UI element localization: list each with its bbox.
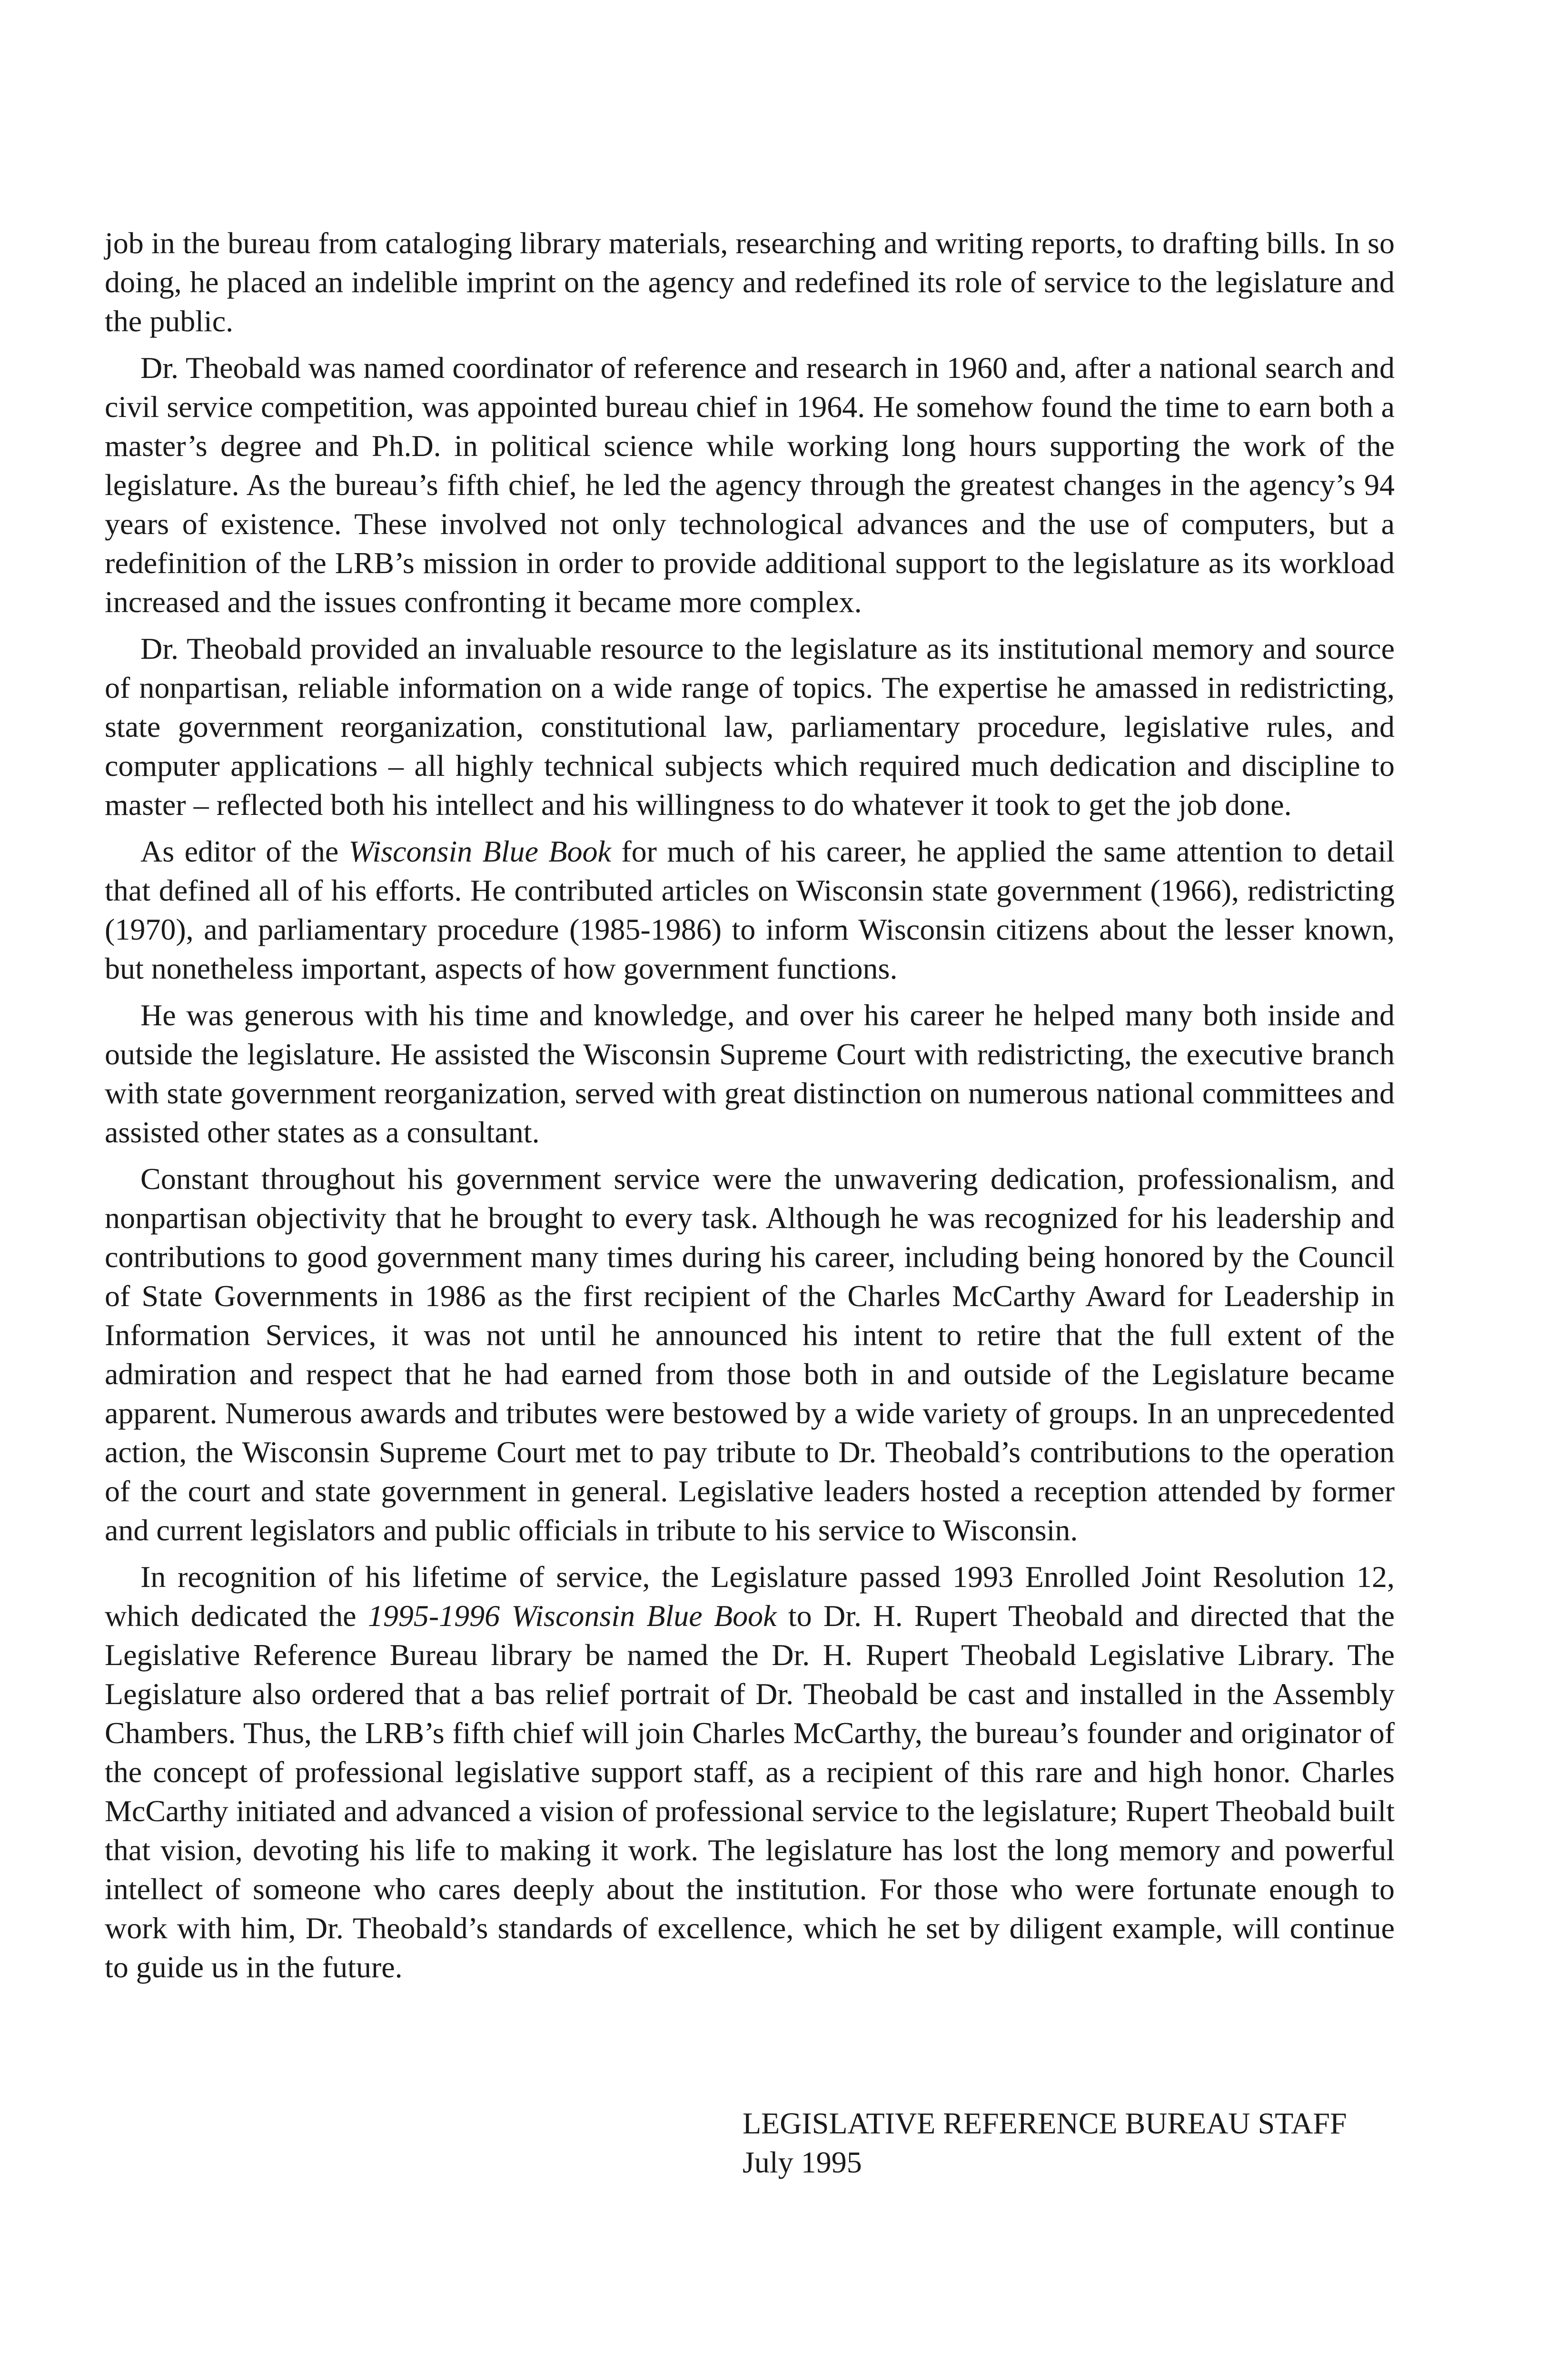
paragraph-text: In recognition of his lifetime of service, the Legislature passed 1993 Enrolled Joint Resolution 12, which dedicated the — [105, 1560, 1395, 1633]
signature-organization: LEGISLATIVE REFERENCE BUREAU STAFF — [743, 2106, 1347, 2140]
paragraph-2 — [105, 348, 1395, 622]
paragraph-1 — [105, 224, 1395, 341]
paragraph-text: He was generous with his time and knowledge, and over his career he helped many both inside and outside the legislature. He assisted the Wisconsin Supreme Court with redistricting, the executive branch with state government reorganization, served with great distinction on numerous national committees and assisted other states as a consultant. — [105, 998, 1395, 1149]
book-title: 1995-1996 Wisconsin Blue Book — [367, 1599, 777, 1633]
paragraph-text: for much of his career, he applied the same attention to detail that defined all of his efforts. He contributed articles on Wisconsin state government (1966), redistricting (1970), and parliamentary procedure (1985-1986) to inform Wisconsin citizens about the lesser known, but nonetheless important, aspects of how government functions. — [105, 834, 1395, 985]
paragraph-3 — [105, 629, 1395, 824]
paragraph-text: to Dr. H. Rupert Theobald and directed that the Legislative Reference Bureau library be named the Dr. H. Rupert Theobald Legislative Library. The Legislature also ordered that a bas relief portrait of Dr. Theobald be cast and installed in the Assembly Chambers. Thus, the LRB’s fifth chief will join Charles McCarthy, the bureau’s founder and originator of the concept of professional legislative support staff, as a recipient of this rare and high honor. Charles McCarthy initiated and advanced a vision of professional service to the legislature; Rupert Theobald built that vision, devoting his life to making it work. The legislature has lost the long memory and powerful intellect of someone who cares deeply about the institution. For those who were fortunate enough to work with him, Dr. Theobald’s standards of excellence, which he set by diligent example, will continue to guide us in the future. — [105, 1599, 1395, 1984]
paragraph-text: job in the bureau from cataloging library materials, researching and writing reports, to drafting bills. In so doing, he placed an indelible imprint on the agency and redefined its role of service to the legislature and the public. — [105, 226, 1395, 338]
signature-date: July 1995 — [743, 2145, 862, 2179]
paragraph-text: Dr. Theobald was named coordinator of reference and research in 1960 and, after a national search and civil service competition, was appointed bureau chief in 1964. He somehow found the time to earn both a master’s degree and Ph.D. in political science while working long hours supporting the work of the legislature. As the bureau’s fifth chief, he led the agency through the greatest changes in the agency’s 94 years of existence. These involved not only technological advances and the use of computers, but a redefinition of the LRB’s mission in order to provide additional support to the legislature as its workload increased and the issues confronting it became more complex. — [105, 351, 1395, 619]
paragraph-4 — [105, 832, 1395, 988]
paragraph-text: As editor of the — [140, 834, 349, 868]
paragraph-5 — [105, 996, 1395, 1152]
book-title: Wisconsin Blue Book — [348, 834, 611, 868]
memorial-text — [105, 224, 1395, 1994]
paragraph-6 — [105, 1160, 1395, 1550]
paragraph-text: Constant throughout his government service were the unwavering dedication, professionalism, and nonpartisan objectivity that he brought to every task. Although he was recognized for his leadership and contributions to good government many times during his career, including being honored by the Council of State Governments in 1986 as the first recipient of the Charles McCarthy Award for Leadership in Information Services, it was not until he announced his intent to retire that the full extent of the admiration and respect that he had earned from those both in and outside of the Legislature became apparent. Numerous awards and tributes were bestowed by a wide variety of groups. In an unprecedented action, the Wisconsin Supreme Court met to pay tribute to Dr. Theobald’s contributions to the operation of the court and state government in general. Legislative leaders hosted a reception attended by former and current legislators and public officials in tribute to his service to Wisconsin. — [105, 1162, 1395, 1547]
paragraph-text: Dr. Theobald provided an invaluable resource to the legislature as its institutional memory and source of nonpartisan, reliable information on a wide range of topics. The expertise he amassed in redistricting, state government reorganization, constitutional law, parliamentary procedure, legislative rules, and computer applications – all highly technical subjects which required much dedication and discipline to master – reflected both his intellect and his willingness to do whatever it took to get the job done. — [105, 632, 1395, 822]
signature-block — [743, 2104, 1347, 2182]
paragraph-7 — [105, 1557, 1395, 1987]
